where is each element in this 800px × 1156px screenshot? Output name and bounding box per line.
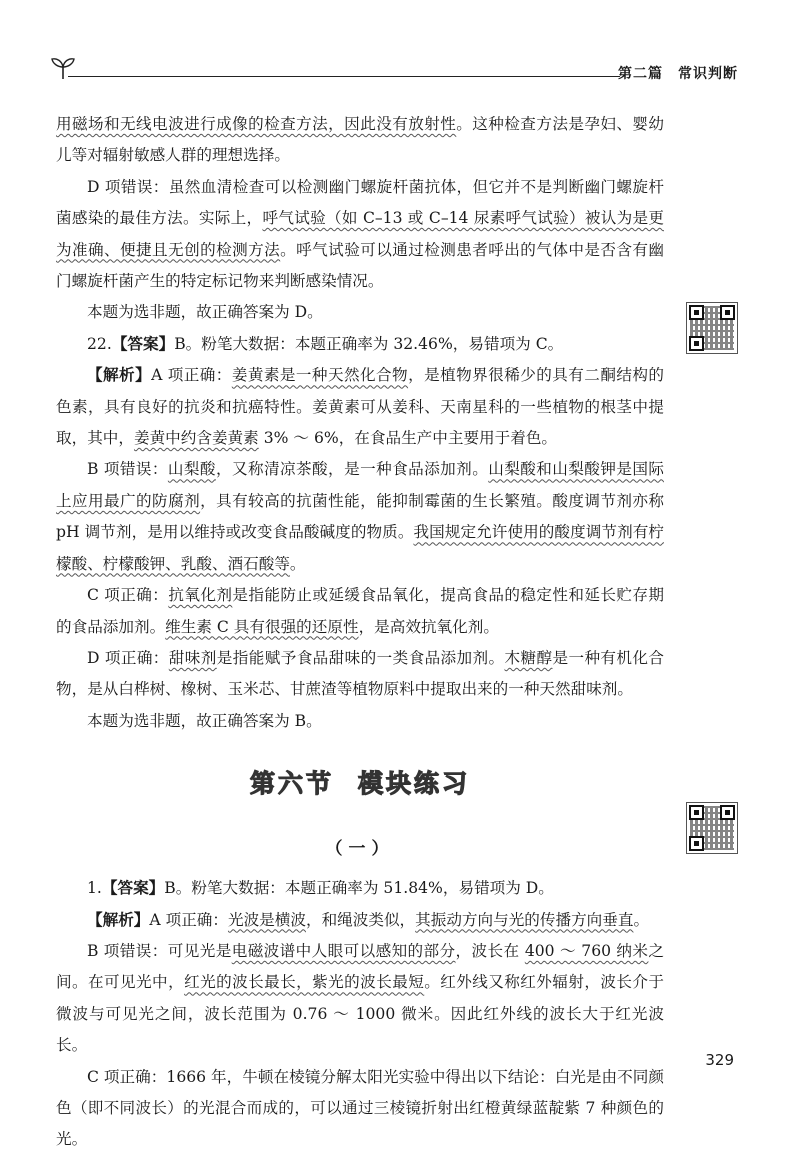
underlined-text: 呼气试验（如 C–13 或 C–14 尿素呼气试验）被认为是更为准确、便捷且无创的检测方法 <box>56 209 664 259</box>
paragraph: 用磁场和无线电波进行成像的检查方法，因此没有放射性。这种检查方法是孕妇、婴幼儿等对辐射敏感人群的理想选择。 <box>56 115 664 165</box>
page-header <box>38 52 738 92</box>
analysis-tag: 【解析】 <box>87 910 150 929</box>
header-rule <box>68 76 620 77</box>
paragraph: B 项错误：可见光是电磁波谱中人眼可以感知的部分，波长在 400 ～ 760 纳米之间。在可见光中，红光的波长最长，紫光的波长最短。红外线又称红外辐射，波长介于微波与可见光之间，波长范围为 0.76 ～ 1000 微米。因此红外线的波长大于红光波长。 <box>56 941 664 1055</box>
paragraph: 本题为选非题，故正确答案为 B。 <box>87 711 322 730</box>
page-body <box>56 109 664 1156</box>
underlined-text: 光波是横波 <box>227 910 306 929</box>
paragraph: B 项错误：山梨酸，又称清凉茶酸，是一种食品添加剂。山梨酸和山梨酸钾是国际上应用最广的防腐剂，具有较高的抗菌性能，能抑制霉菌的生长繁殖。酸度调节剂亦称 pH 调节剂，是用以维持或改变食品酸碱度的物质。我国规定允许使用的酸度调节剂有柠檬酸、柠檬酸钾、乳酸、酒石酸等。 <box>56 460 664 573</box>
analysis-tag: 【解析】 <box>87 366 152 385</box>
answer-tag: 【答案】 <box>101 879 165 898</box>
underlined-text: 红光的波长最长，紫光的波长最短 <box>184 973 425 992</box>
paragraph: D 项正确：甜味剂是指能赋予食品甜味的一类食品添加剂。木糖醇是一种有机化合物，是从白桦树、橡树、玉米芯、甘蔗渣等植物原料中提取出来的一种天然甜味剂。 <box>56 648 664 699</box>
section-title: 第六节 模块练习 <box>249 769 471 799</box>
underlined-text: 木糖醇 <box>504 648 553 667</box>
underlined-text: 甜味剂 <box>168 648 217 667</box>
underlined-text: 维生素 C 具有很强的还原性 <box>165 617 359 636</box>
running-head: 第二篇 常识判断 <box>618 66 738 82</box>
underlined-text: 用磁场和无线电波进行成像的检查方法，因此没有放射性 <box>56 115 457 133</box>
underlined-text: 我国规定允许使用的酸度调节剂有柠檬酸、柠檬酸钾、乳酸、酒石酸等 <box>56 523 664 573</box>
paragraph: 本题为选非题，故正确答案为 D。 <box>87 303 323 322</box>
qr-code-icon[interactable] <box>686 802 738 854</box>
underlined-text: 山梨酸和山梨酸钾是国际上应用最广的防腐剂 <box>56 460 664 510</box>
answer-line: 22.【答案】B。粉笔大数据：本题正确率为 32.46%，易错项为 C。 <box>87 334 564 353</box>
paragraph: C 项正确：抗氧化剂是指能防止或延缓食品氧化，提高食品的稳定性和延长贮存期的食品添加剂。维生素 C 具有很强的还原性，是高效抗氧化剂。 <box>56 586 664 636</box>
answer-line: 1.【答案】B。粉笔大数据：本题正确率为 51.84%，易错项为 D。 <box>87 879 554 898</box>
paragraph: C 项正确：1666 年，牛顿在棱镜分解太阳光实验中得出以下结论：白光是由不同颜色（即不同波长）的光混合而成的，可以通过三棱镜折射出红橙黄绿蓝靛紫 7 种颜色的光。 <box>56 1067 664 1149</box>
paragraph: D 项错误：虽然血清检查可以检测幽门螺旋杆菌抗体，但它并不是判断幽门螺旋杆菌感染的最佳方法。实际上，呼气试验（如 C–13 或 C–14 尿素呼气试验）被认为是更为准确、便捷且无创的检测方法。呼气试验可以通过检测患者呼出的气体中是否含有幽门螺旋杆菌产生的特定标记物来判断感染情况。 <box>56 177 664 291</box>
page-number: 329 <box>705 1051 734 1069</box>
subsection-title: （一） <box>325 839 395 860</box>
underlined-text: 电磁波谱中人眼可以感知的部分 <box>231 941 456 960</box>
underlined-text: 姜黄素是一种天然化合物 <box>231 366 409 385</box>
paragraph: 【解析】A 项正确：姜黄素是一种天然化合物，是植物界很稀少的具有二酮结构的色素，具有良好的抗炎和抗癌特性。姜黄素可从姜科、天南星科的一些植物的根茎中提取，其中，姜黄中约含姜黄素 3% ～ 6%，在食品生产中主要用于着色。 <box>56 366 664 448</box>
underlined-text: 400 ～ 760 纳米 <box>524 941 649 960</box>
paragraph: 【解析】A 项正确：光波是横波，和绳波类似，其振动方向与光的传播方向垂直。 <box>87 910 650 929</box>
underlined-text: 姜黄中约含姜黄素 <box>133 429 259 448</box>
underlined-text: 抗氧化剂 <box>168 586 233 605</box>
underlined-text: 山梨酸 <box>167 460 216 479</box>
answer-tag: 【答案】 <box>111 334 175 353</box>
underlined-text: 其振动方向与光的传播方向垂直 <box>415 910 634 929</box>
qr-code-icon[interactable] <box>686 302 738 354</box>
